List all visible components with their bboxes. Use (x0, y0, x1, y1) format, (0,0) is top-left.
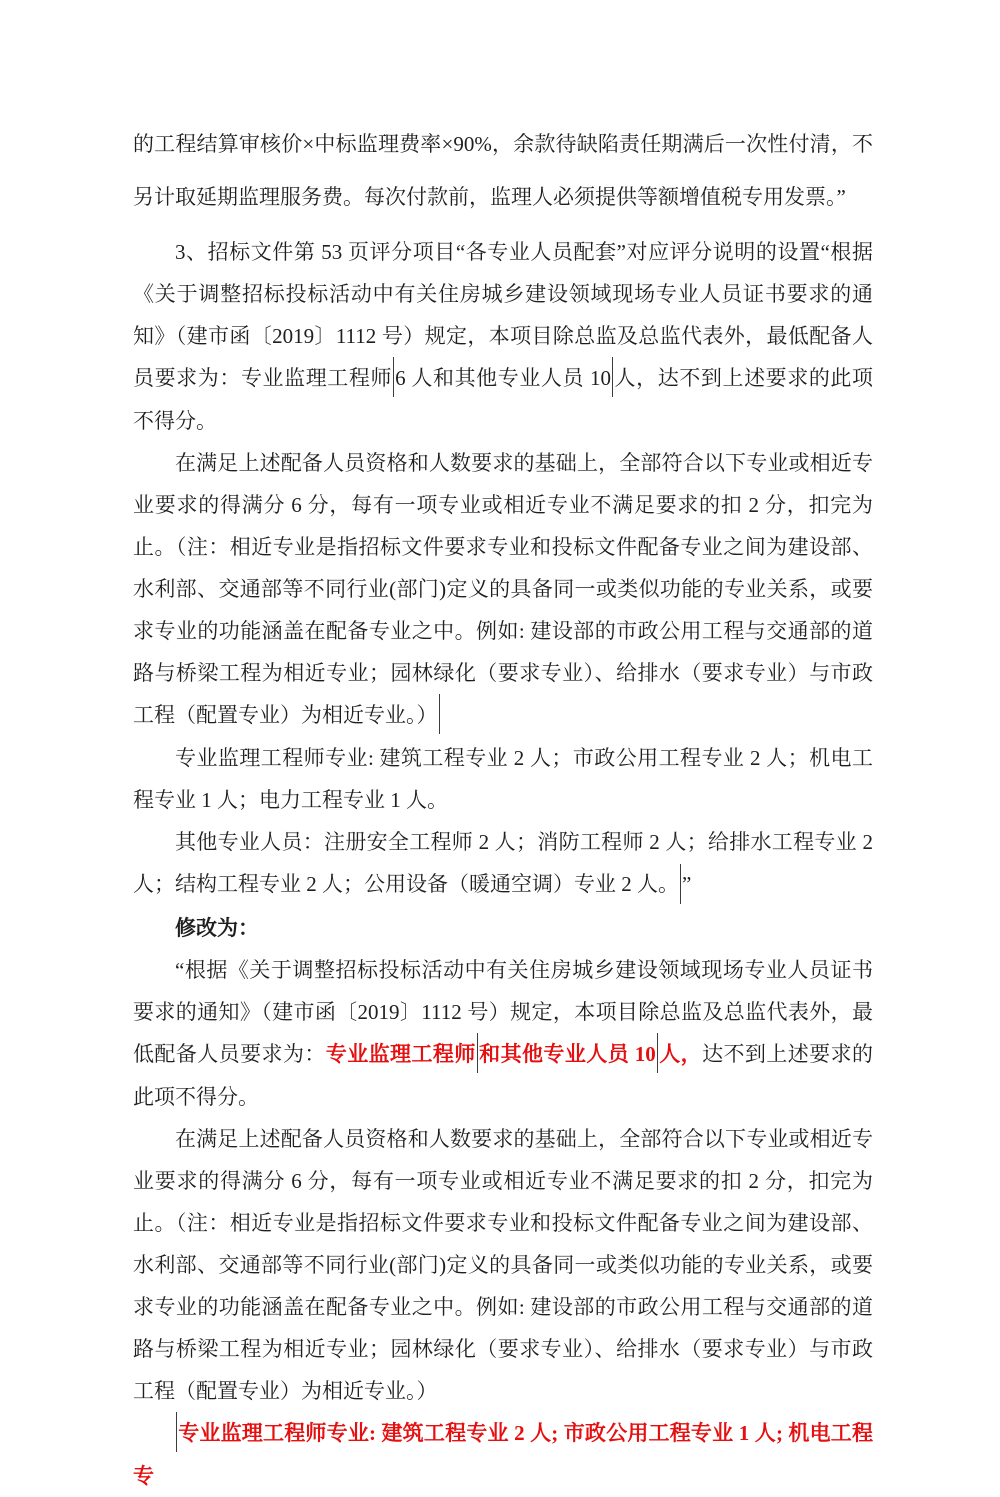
paragraph-scoring-rule-original-text: 在满足上述配备人员资格和人数要求的基础上，全部符合以下专业或相近专业要求的得满分 6 分，每有一项专业或相近专业不满足要求的扣 2 分，扣完为止。（注：相近专业是指招标文件要求专业和投标文件配备专业之间为建设部、水利部、交通部等不同行业(部门)定义的具备同一或类似功能的专业关系，或要求专业的功能涵盖在配备专业之中。例如: 建设部的市政公用工程与交通部的道路与桥梁工程为相近专业；园林绿化（要求专业）、给排水（要求专业）与市政工程（配置专业）为相近专业。） (133, 451, 873, 728)
paragraph-requirement-modified-text: 专业监理工程师 (325, 1041, 476, 1066)
revision-mark (393, 357, 394, 397)
revision-mark (176, 1412, 177, 1452)
paragraph-item3-original-text: 3、招标文件第 53 页评分项目“各专业人员配套”对应评分说明的设置“根据《关于调整招标投标活动中有关住房城乡建设领域现场专业人员证书要求的通知》（建市函〔2019〕1112 号）规定，本项目除总监及总监代表外，最低配备人员要求为：专业监理工程师 (133, 240, 873, 390)
heading-modified-to (133, 907, 873, 949)
paragraph-requirement-modified-text: “根据《关于调整招标投标活动中有关住房城乡建设领域现场专业人员证书要求的通知》（建市函〔2019〕1112 号）规定，本项目除总监及总监代表外，最低配备人员要求为： (133, 957, 873, 1066)
paragraph-supervisor-majors-modified (133, 1412, 873, 1497)
revision-mark (612, 357, 613, 397)
revision-mark (439, 694, 440, 734)
heading-modified-to-text: 修改为： (175, 915, 259, 940)
paragraph-payment-terms-tail-text: 的工程结算审核价×中标监理费率×90%，余款待缺陷责任期满后一次性付清，不另计取延期监理服务费。每次付款前，监理人必须提供等额增值税专用发票。” (133, 132, 873, 209)
paragraph-scoring-rule-modified (133, 1118, 873, 1412)
paragraph-requirement-modified-text: 和其他专业人员 10 (478, 1041, 656, 1066)
paragraph-other-personnel-original-text: ” (682, 872, 692, 897)
paragraph-scoring-rule-original (133, 442, 873, 737)
paragraph-other-personnel-original (133, 821, 873, 906)
paragraph-supervisor-majors-original-text: 专业监理工程师专业: 建筑工程专业 2 人；市政公用工程专业 2 人；机电工程专业 1 人；电力工程专业 1 人。 (133, 746, 873, 813)
paragraph-requirement-modified (133, 949, 873, 1118)
paragraph-supervisor-majors-original (133, 737, 873, 821)
revision-mark (477, 1033, 478, 1073)
paragraph-requirement-modified-text: 达不到上述要求的此项不得分。 (133, 1041, 874, 1109)
paragraph-scoring-rule-modified-text: 在满足上述配备人员资格和人数要求的基础上，全部符合以下专业或相近专业要求的得满分 6 分，每有一项专业或相近专业不满足要求的扣 2 分，扣完为止。（注：相近专业是指招标文件要求专业和投标文件配备专业之间为建设部、水利部、交通部等不同行业(部门)定义的具备同一或类似功能的专业关系，或要求专业的功能涵盖在配备专业之中。例如: 建设部的市政公用工程与交通部的道路与桥梁工程为相近专业；园林绿化（要求专业）、给排水（要求专业）与市政工程（配置专业）为相近专业。） (133, 1126, 873, 1403)
revision-mark (657, 1033, 658, 1073)
paragraph-item3-original-text: 人，达不到上述要求的此项不得分。 (133, 366, 874, 434)
paragraph-item3-original (133, 231, 873, 442)
paragraph-requirement-modified-text: 人， (658, 1041, 703, 1066)
paragraph-supervisor-majors-modified-text: 专业监理工程师专业: 建筑工程专业 2 人; 市政公用工程专业 1 人; 机电工程专 (133, 1420, 873, 1488)
revision-mark (680, 864, 681, 904)
paragraph-item3-original-text: 6 人和其他专业人员 10 (395, 366, 611, 390)
paragraph-other-personnel-original-text: 其他专业人员：注册安全工程师 2 人；消防工程师 2 人；给排水工程专业 2 人；结构工程专业 2 人；公用设备（暖通空调）专业 2 人。 (133, 830, 873, 897)
paragraph-payment-terms-tail (133, 118, 873, 224)
